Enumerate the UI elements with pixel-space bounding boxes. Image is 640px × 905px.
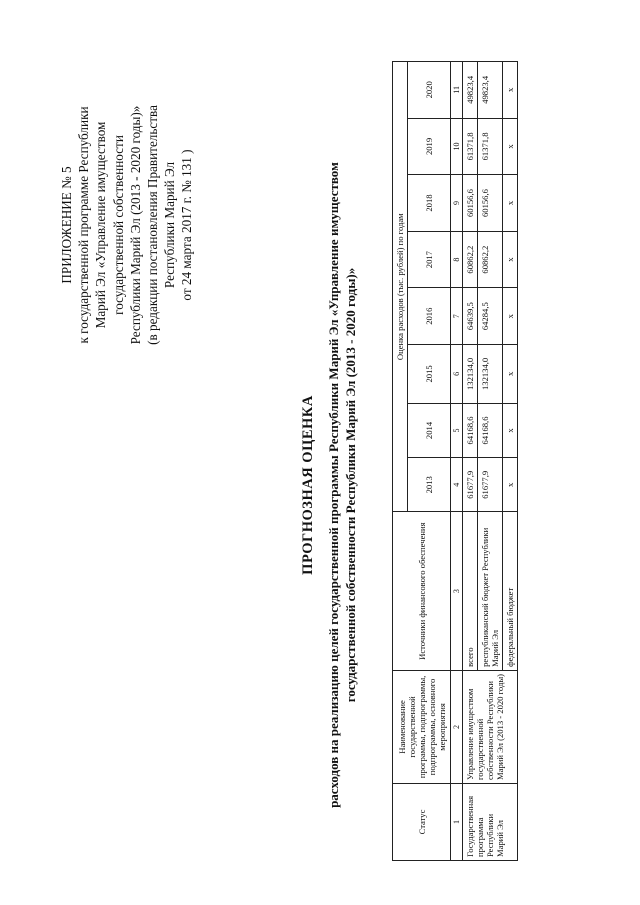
value-cell: x [503,288,518,345]
index-cell: 3 [451,512,463,670]
value-cell: 64639,5 [463,288,478,345]
value-cell: x [503,175,518,232]
year-cell: 2014 [408,403,451,457]
header-name: Наименование государственной программы, подпрограммы, подпрограммы, основного мероприятия [393,670,451,783]
title-line-1: расходов на реализацию целей государственной программы Республики Марий Эл «Управление имуществом [326,162,341,808]
title-heading: ПРОГНОЗНАЯ ОЦЕНКА [300,395,316,575]
value-cell: 61677,9 [463,458,478,512]
header-row [393,62,408,861]
source-cell: федеральный бюджет [503,512,518,670]
value-cell: 61371,8 [478,118,503,175]
source-cell: всего [463,512,478,670]
annex-line: к государственной программе Республики [76,106,92,344]
title-line-2: государственной собственности Республики Марий Эл (2013 - 2020 годы)» [343,267,358,703]
year-cell: 2015 [408,344,451,403]
estimate-table [392,61,518,861]
annex-line: от 24 марта 2017 г. № 131 ) [179,149,195,301]
year-cell: 2016 [408,288,451,345]
value-cell: 60156,6 [478,175,503,232]
header-source: Источники финансового обеспечения [393,512,451,670]
index-cell: 7 [451,288,463,345]
year-cell: 2018 [408,175,451,232]
annex-line: Республики Марий Эл (2013 - 2020 годы)» [127,105,143,345]
year-cell: 2017 [408,231,451,288]
value-cell: 49823,4 [463,62,478,119]
header-estimate: Оценка расходов (тыс. рублей) по годам [393,62,408,512]
value-cell: 64168,6 [478,403,503,457]
value-cell: x [503,344,518,403]
value-cell: x [503,403,518,457]
index-cell: 10 [451,118,463,175]
index-cell: 9 [451,175,463,232]
index-cell: 8 [451,231,463,288]
program-name-cell: Управление имуществом государственной собственности Республики Марий Эл (2013 - 2020 годы) [463,670,518,783]
annex-line: Республики Марий Эл [162,161,178,289]
value-cell: 61677,9 [478,458,503,512]
year-cell: 2020 [408,62,451,119]
value-cell: 60156,6 [463,175,478,232]
document-title [300,105,359,865]
index-cell: 6 [451,344,463,403]
index-cell: 5 [451,403,463,457]
annex-line: ПРИЛОЖЕНИЕ № 5 [59,166,74,284]
value-cell: x [503,458,518,512]
value-cell: 132134,0 [463,344,478,403]
value-cell: 64284,5 [478,288,503,345]
value-cell: 49823,4 [478,62,503,119]
annex-block [58,75,196,375]
status-cell: Государственная программа Республики Марий Эл [463,784,518,861]
index-cell: 11 [451,62,463,119]
index-cell: 4 [451,458,463,512]
value-cell: 64168,6 [463,403,478,457]
value-cell: 60862,2 [478,231,503,288]
annex-line: (в редакции постановления Правительства [145,105,161,345]
annex-line: государственной собственности [110,135,126,315]
index-row [451,62,463,861]
value-cell: x [503,118,518,175]
year-cell: 2013 [408,458,451,512]
value-cell: 132134,0 [478,344,503,403]
value-cell: x [503,231,518,288]
value-cell: 60862,2 [463,231,478,288]
value-cell: x [503,62,518,119]
value-cell: 61371,8 [463,118,478,175]
table-row [463,62,478,861]
source-cell: республиканский бюджет Республики Марий Эл [478,512,503,670]
year-cell: 2019 [408,118,451,175]
annex-line: Марий Эл «Управление имуществом [93,121,109,329]
index-cell: 1 [451,784,463,861]
index-cell: 2 [451,670,463,783]
header-status: Статус [393,784,451,861]
